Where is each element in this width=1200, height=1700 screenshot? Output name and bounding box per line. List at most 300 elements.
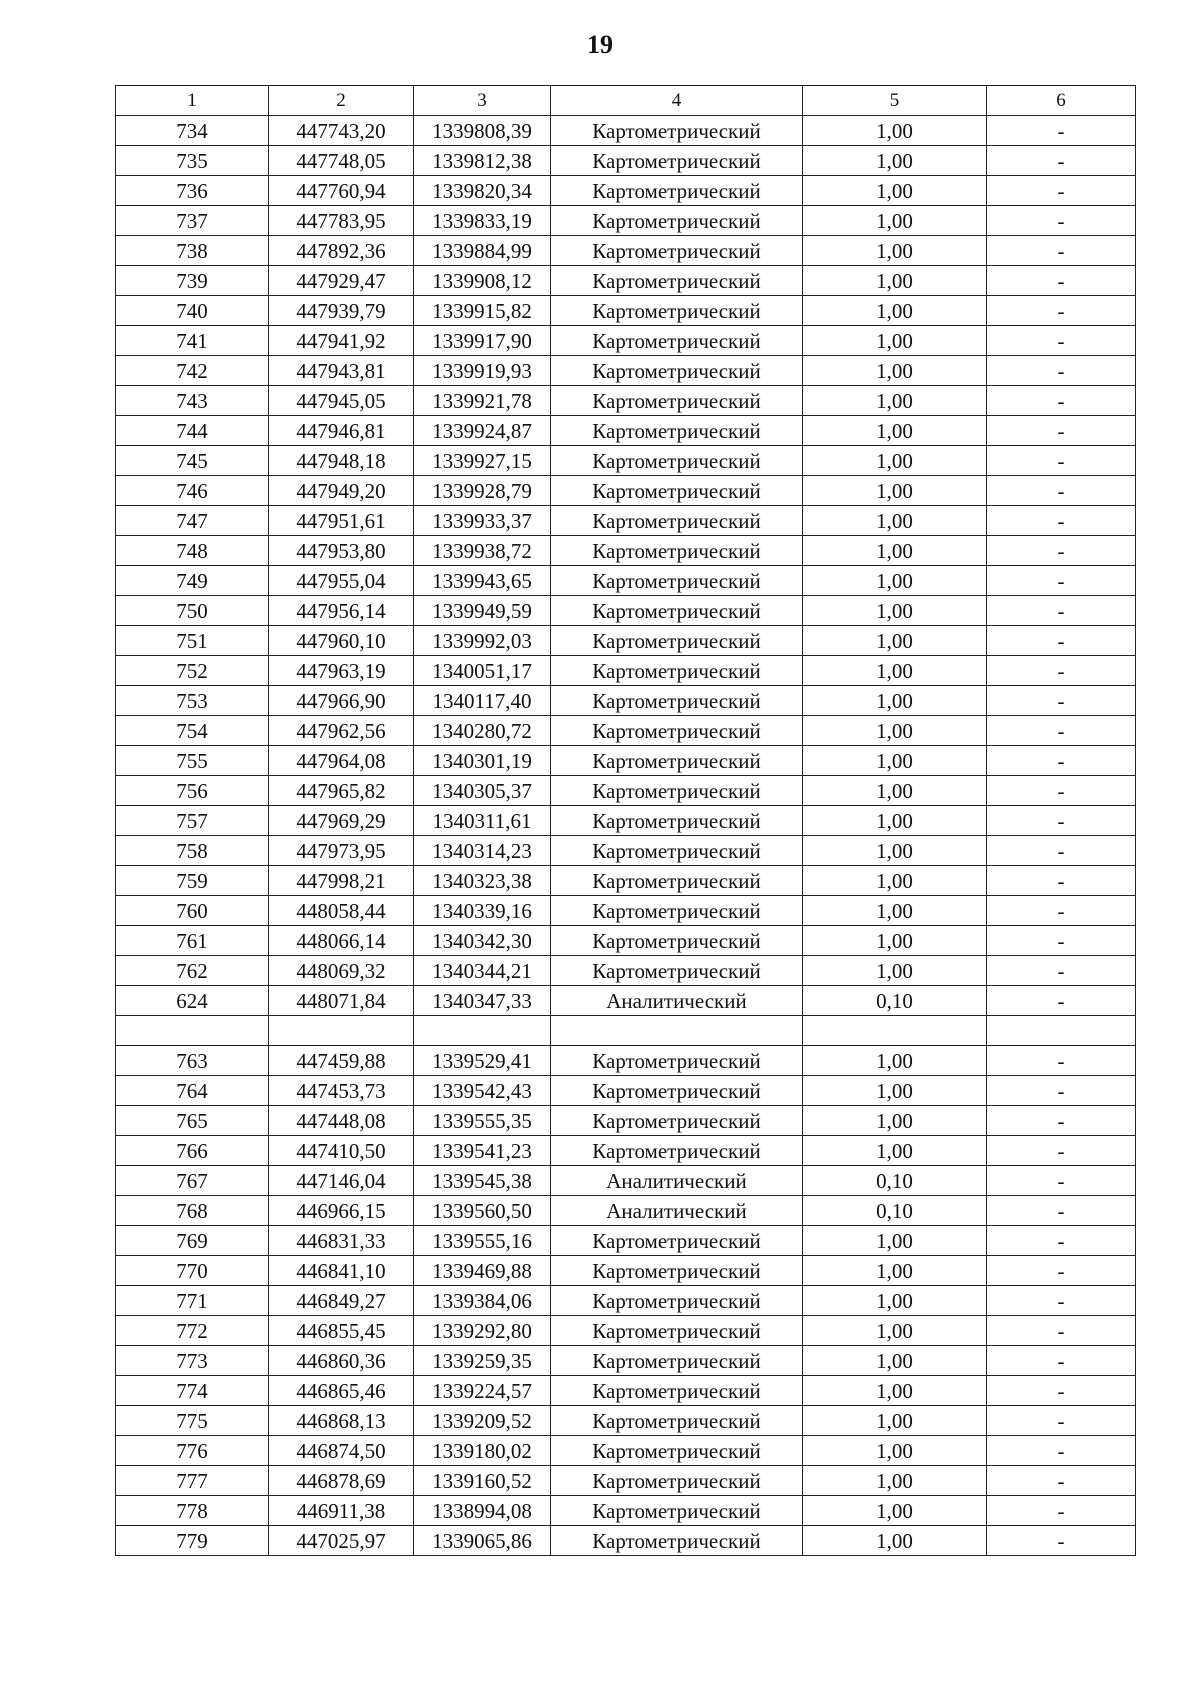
accuracy-cell: 1,00 bbox=[803, 1376, 987, 1406]
note-cell: - bbox=[987, 896, 1136, 926]
note-cell: - bbox=[987, 236, 1136, 266]
table-row bbox=[116, 116, 1136, 146]
y-coordinate-cell: 1340051,17 bbox=[414, 656, 551, 686]
table-row bbox=[116, 506, 1136, 536]
x-coordinate-cell: 448066,14 bbox=[269, 926, 414, 956]
y-coordinate-cell: 1340117,40 bbox=[414, 686, 551, 716]
note-cell: - bbox=[987, 806, 1136, 836]
y-coordinate-cell: 1339545,38 bbox=[414, 1166, 551, 1196]
x-coordinate-cell: 447453,73 bbox=[269, 1076, 414, 1106]
table-row bbox=[116, 1226, 1136, 1256]
x-coordinate-cell: 448069,32 bbox=[269, 956, 414, 986]
note-cell: - bbox=[987, 626, 1136, 656]
table-row bbox=[116, 1256, 1136, 1286]
table-row bbox=[116, 146, 1136, 176]
x-coordinate-cell: 446860,36 bbox=[269, 1346, 414, 1376]
x-coordinate-cell: 447410,50 bbox=[269, 1136, 414, 1166]
table-row bbox=[116, 1076, 1136, 1106]
note-cell: - bbox=[987, 1166, 1136, 1196]
table-row bbox=[116, 1286, 1136, 1316]
y-coordinate-cell: 1339560,50 bbox=[414, 1196, 551, 1226]
accuracy-cell: 0,10 bbox=[803, 986, 987, 1016]
accuracy-cell: 1,00 bbox=[803, 176, 987, 206]
point-number-cell: 746 bbox=[116, 476, 269, 506]
x-coordinate-cell: 446874,50 bbox=[269, 1436, 414, 1466]
method-cell: Картометрический bbox=[551, 686, 803, 716]
note-cell: - bbox=[987, 386, 1136, 416]
accuracy-cell: 1,00 bbox=[803, 1466, 987, 1496]
accuracy-cell: 1,00 bbox=[803, 956, 987, 986]
note-cell: - bbox=[987, 686, 1136, 716]
note-cell: - bbox=[987, 1406, 1136, 1436]
method-cell: Картометрический bbox=[551, 626, 803, 656]
note-cell: - bbox=[987, 1076, 1136, 1106]
point-number-cell: 778 bbox=[116, 1496, 269, 1526]
note-cell: - bbox=[987, 416, 1136, 446]
point-number-cell: 745 bbox=[116, 446, 269, 476]
x-coordinate-cell: 446831,33 bbox=[269, 1226, 414, 1256]
table-row bbox=[116, 1136, 1136, 1166]
table-row bbox=[116, 896, 1136, 926]
point-number-cell: 771 bbox=[116, 1286, 269, 1316]
method-cell: Картометрический bbox=[551, 866, 803, 896]
point-number-cell: 740 bbox=[116, 296, 269, 326]
y-coordinate-cell: 1339469,88 bbox=[414, 1256, 551, 1286]
point-number-cell: 749 bbox=[116, 566, 269, 596]
accuracy-cell: 1,00 bbox=[803, 236, 987, 266]
x-coordinate-cell: 446849,27 bbox=[269, 1286, 414, 1316]
table-row bbox=[116, 1466, 1136, 1496]
accuracy-cell: 1,00 bbox=[803, 596, 987, 626]
method-cell: Картометрический bbox=[551, 1496, 803, 1526]
x-coordinate-cell: 447146,04 bbox=[269, 1166, 414, 1196]
method-cell: Картометрический bbox=[551, 146, 803, 176]
x-coordinate-cell: 447966,90 bbox=[269, 686, 414, 716]
note-cell: - bbox=[987, 446, 1136, 476]
accuracy-cell: 1,00 bbox=[803, 1046, 987, 1076]
point-number-cell: 736 bbox=[116, 176, 269, 206]
accuracy-cell: 0,10 bbox=[803, 1196, 987, 1226]
y-coordinate-cell: 1339927,15 bbox=[414, 446, 551, 476]
point-number-cell: 735 bbox=[116, 146, 269, 176]
x-coordinate-cell bbox=[269, 1016, 414, 1046]
x-coordinate-cell: 447969,29 bbox=[269, 806, 414, 836]
note-cell: - bbox=[987, 1136, 1136, 1166]
method-cell: Картометрический bbox=[551, 416, 803, 446]
note-cell: - bbox=[987, 1526, 1136, 1556]
note-cell: - bbox=[987, 266, 1136, 296]
y-coordinate-cell: 1340344,21 bbox=[414, 956, 551, 986]
accuracy-cell: 1,00 bbox=[803, 1106, 987, 1136]
accuracy-cell: 1,00 bbox=[803, 356, 987, 386]
method-cell: Картометрический bbox=[551, 236, 803, 266]
x-coordinate-cell: 446911,38 bbox=[269, 1496, 414, 1526]
point-number-cell: 768 bbox=[116, 1196, 269, 1226]
method-cell: Картометрический bbox=[551, 506, 803, 536]
table-row bbox=[116, 476, 1136, 506]
accuracy-cell: 1,00 bbox=[803, 1406, 987, 1436]
y-coordinate-cell: 1339949,59 bbox=[414, 596, 551, 626]
method-cell: Картометрический bbox=[551, 356, 803, 386]
point-number-cell: 748 bbox=[116, 536, 269, 566]
point-number-cell: 747 bbox=[116, 506, 269, 536]
y-coordinate-cell: 1340280,72 bbox=[414, 716, 551, 746]
y-coordinate-cell: 1339209,52 bbox=[414, 1406, 551, 1436]
note-cell: - bbox=[987, 1436, 1136, 1466]
x-coordinate-cell: 447965,82 bbox=[269, 776, 414, 806]
y-coordinate-cell: 1339938,72 bbox=[414, 536, 551, 566]
table-row bbox=[116, 1346, 1136, 1376]
x-coordinate-cell: 446841,10 bbox=[269, 1256, 414, 1286]
table-row bbox=[116, 836, 1136, 866]
header-cell: 5 bbox=[803, 86, 987, 116]
point-number-cell: 759 bbox=[116, 866, 269, 896]
x-coordinate-cell: 447949,20 bbox=[269, 476, 414, 506]
table-row bbox=[116, 1166, 1136, 1196]
y-coordinate-cell: 1338994,08 bbox=[414, 1496, 551, 1526]
y-coordinate-cell: 1339924,87 bbox=[414, 416, 551, 446]
table-row bbox=[116, 1016, 1136, 1046]
note-cell: - bbox=[987, 1496, 1136, 1526]
y-coordinate-cell: 1339921,78 bbox=[414, 386, 551, 416]
y-coordinate-cell: 1340305,37 bbox=[414, 776, 551, 806]
x-coordinate-cell: 446878,69 bbox=[269, 1466, 414, 1496]
accuracy-cell: 1,00 bbox=[803, 296, 987, 326]
table-row bbox=[116, 536, 1136, 566]
point-number-cell: 756 bbox=[116, 776, 269, 806]
note-cell: - bbox=[987, 1256, 1136, 1286]
table-row bbox=[116, 356, 1136, 386]
y-coordinate-cell: 1339943,65 bbox=[414, 566, 551, 596]
method-cell: Картометрический bbox=[551, 1376, 803, 1406]
x-coordinate-cell: 447998,21 bbox=[269, 866, 414, 896]
note-cell: - bbox=[987, 1106, 1136, 1136]
accuracy-cell: 1,00 bbox=[803, 1226, 987, 1256]
point-number-cell: 750 bbox=[116, 596, 269, 626]
method-cell: Аналитический bbox=[551, 986, 803, 1016]
coordinates-table bbox=[115, 85, 1136, 1556]
point-number-cell: 770 bbox=[116, 1256, 269, 1286]
accuracy-cell: 1,00 bbox=[803, 836, 987, 866]
method-cell: Картометрический bbox=[551, 446, 803, 476]
method-cell bbox=[551, 1016, 803, 1046]
y-coordinate-cell: 1339555,35 bbox=[414, 1106, 551, 1136]
point-number-cell: 738 bbox=[116, 236, 269, 266]
method-cell: Картометрический bbox=[551, 836, 803, 866]
x-coordinate-cell: 448058,44 bbox=[269, 896, 414, 926]
accuracy-cell: 1,00 bbox=[803, 656, 987, 686]
accuracy-cell: 1,00 bbox=[803, 476, 987, 506]
point-number-cell: 764 bbox=[116, 1076, 269, 1106]
table-row bbox=[116, 176, 1136, 206]
table-row bbox=[116, 986, 1136, 1016]
y-coordinate-cell: 1339542,43 bbox=[414, 1076, 551, 1106]
y-coordinate-cell: 1339884,99 bbox=[414, 236, 551, 266]
method-cell: Картометрический bbox=[551, 1436, 803, 1466]
y-coordinate-cell: 1340339,16 bbox=[414, 896, 551, 926]
y-coordinate-cell: 1339065,86 bbox=[414, 1526, 551, 1556]
y-coordinate-cell: 1339820,34 bbox=[414, 176, 551, 206]
method-cell: Картометрический bbox=[551, 656, 803, 686]
method-cell: Картометрический bbox=[551, 956, 803, 986]
y-coordinate-cell: 1339160,52 bbox=[414, 1466, 551, 1496]
header-cell: 3 bbox=[414, 86, 551, 116]
table-row bbox=[116, 416, 1136, 446]
note-cell: - bbox=[987, 1316, 1136, 1346]
point-number-cell: 741 bbox=[116, 326, 269, 356]
note-cell: - bbox=[987, 926, 1136, 956]
note-cell: - bbox=[987, 206, 1136, 236]
accuracy-cell bbox=[803, 1016, 987, 1046]
method-cell: Картометрический bbox=[551, 1526, 803, 1556]
method-cell: Картометрический bbox=[551, 1406, 803, 1436]
method-cell: Картометрический bbox=[551, 326, 803, 356]
header-cell: 4 bbox=[551, 86, 803, 116]
accuracy-cell: 1,00 bbox=[803, 326, 987, 356]
note-cell: - bbox=[987, 476, 1136, 506]
x-coordinate-cell: 447941,92 bbox=[269, 326, 414, 356]
accuracy-cell: 1,00 bbox=[803, 566, 987, 596]
point-number-cell: 755 bbox=[116, 746, 269, 776]
table-body bbox=[116, 86, 1136, 1556]
table-row bbox=[116, 656, 1136, 686]
accuracy-cell: 1,00 bbox=[803, 1256, 987, 1286]
method-cell: Картометрический bbox=[551, 536, 803, 566]
y-coordinate-cell: 1339933,37 bbox=[414, 506, 551, 536]
accuracy-cell: 1,00 bbox=[803, 926, 987, 956]
accuracy-cell: 1,00 bbox=[803, 1136, 987, 1166]
point-number-cell: 765 bbox=[116, 1106, 269, 1136]
point-number-cell: 757 bbox=[116, 806, 269, 836]
table-row bbox=[116, 326, 1136, 356]
method-cell: Картометрический bbox=[551, 1226, 803, 1256]
x-coordinate-cell: 447760,94 bbox=[269, 176, 414, 206]
accuracy-cell: 1,00 bbox=[803, 1286, 987, 1316]
point-number-cell: 739 bbox=[116, 266, 269, 296]
point-number-cell: 753 bbox=[116, 686, 269, 716]
x-coordinate-cell: 447448,08 bbox=[269, 1106, 414, 1136]
x-coordinate-cell: 447945,05 bbox=[269, 386, 414, 416]
point-number-cell: 754 bbox=[116, 716, 269, 746]
x-coordinate-cell: 448071,84 bbox=[269, 986, 414, 1016]
note-cell: - bbox=[987, 506, 1136, 536]
x-coordinate-cell: 447946,81 bbox=[269, 416, 414, 446]
accuracy-cell: 1,00 bbox=[803, 1346, 987, 1376]
table-row bbox=[116, 926, 1136, 956]
table-row bbox=[116, 776, 1136, 806]
table-row bbox=[116, 266, 1136, 296]
y-coordinate-cell: 1340347,33 bbox=[414, 986, 551, 1016]
point-number-cell: 744 bbox=[116, 416, 269, 446]
note-cell: - bbox=[987, 296, 1136, 326]
x-coordinate-cell: 447948,18 bbox=[269, 446, 414, 476]
x-coordinate-cell: 447960,10 bbox=[269, 626, 414, 656]
table-row bbox=[116, 716, 1136, 746]
x-coordinate-cell: 447955,04 bbox=[269, 566, 414, 596]
accuracy-cell: 1,00 bbox=[803, 686, 987, 716]
method-cell: Картометрический bbox=[551, 1346, 803, 1376]
y-coordinate-cell: 1339529,41 bbox=[414, 1046, 551, 1076]
table-row bbox=[116, 686, 1136, 716]
note-cell: - bbox=[987, 176, 1136, 206]
x-coordinate-cell: 447743,20 bbox=[269, 116, 414, 146]
method-cell: Картометрический bbox=[551, 776, 803, 806]
note-cell: - bbox=[987, 746, 1136, 776]
method-cell: Картометрический bbox=[551, 1106, 803, 1136]
x-coordinate-cell: 447951,61 bbox=[269, 506, 414, 536]
point-number-cell: 758 bbox=[116, 836, 269, 866]
accuracy-cell: 0,10 bbox=[803, 1166, 987, 1196]
method-cell: Картометрический bbox=[551, 746, 803, 776]
y-coordinate-cell bbox=[414, 1016, 551, 1046]
y-coordinate-cell: 1340311,61 bbox=[414, 806, 551, 836]
accuracy-cell: 1,00 bbox=[803, 1076, 987, 1106]
point-number-cell: 766 bbox=[116, 1136, 269, 1166]
method-cell: Картометрический bbox=[551, 566, 803, 596]
accuracy-cell: 1,00 bbox=[803, 776, 987, 806]
y-coordinate-cell: 1339384,06 bbox=[414, 1286, 551, 1316]
table-row bbox=[116, 1046, 1136, 1076]
accuracy-cell: 1,00 bbox=[803, 806, 987, 836]
y-coordinate-cell: 1339919,93 bbox=[414, 356, 551, 386]
accuracy-cell: 1,00 bbox=[803, 1496, 987, 1526]
y-coordinate-cell: 1339541,23 bbox=[414, 1136, 551, 1166]
x-coordinate-cell: 447962,56 bbox=[269, 716, 414, 746]
x-coordinate-cell: 447783,95 bbox=[269, 206, 414, 236]
y-coordinate-cell: 1339555,16 bbox=[414, 1226, 551, 1256]
y-coordinate-cell: 1339812,38 bbox=[414, 146, 551, 176]
accuracy-cell: 1,00 bbox=[803, 716, 987, 746]
accuracy-cell: 1,00 bbox=[803, 1316, 987, 1346]
table-row bbox=[116, 956, 1136, 986]
note-cell: - bbox=[987, 1346, 1136, 1376]
method-cell: Картометрический bbox=[551, 806, 803, 836]
note-cell: - bbox=[987, 836, 1136, 866]
table-row bbox=[116, 1316, 1136, 1346]
accuracy-cell: 1,00 bbox=[803, 506, 987, 536]
accuracy-cell: 1,00 bbox=[803, 446, 987, 476]
point-number-cell: 774 bbox=[116, 1376, 269, 1406]
accuracy-cell: 1,00 bbox=[803, 536, 987, 566]
point-number-cell: 743 bbox=[116, 386, 269, 416]
y-coordinate-cell: 1339224,57 bbox=[414, 1376, 551, 1406]
page-number: 19 bbox=[587, 30, 613, 59]
x-coordinate-cell: 447748,05 bbox=[269, 146, 414, 176]
method-cell: Картометрический bbox=[551, 176, 803, 206]
table-row bbox=[116, 596, 1136, 626]
point-number-cell: 742 bbox=[116, 356, 269, 386]
method-cell: Картометрический bbox=[551, 1256, 803, 1286]
method-cell: Аналитический bbox=[551, 1166, 803, 1196]
note-cell: - bbox=[987, 1376, 1136, 1406]
y-coordinate-cell: 1339808,39 bbox=[414, 116, 551, 146]
accuracy-cell: 1,00 bbox=[803, 1436, 987, 1466]
point-number-cell: 777 bbox=[116, 1466, 269, 1496]
point-number-cell: 773 bbox=[116, 1346, 269, 1376]
point-number-cell: 762 bbox=[116, 956, 269, 986]
table-row bbox=[116, 1196, 1136, 1226]
point-number-cell bbox=[116, 1016, 269, 1046]
x-coordinate-cell: 447963,19 bbox=[269, 656, 414, 686]
note-cell: - bbox=[987, 776, 1136, 806]
note-cell: - bbox=[987, 1226, 1136, 1256]
table-row bbox=[116, 206, 1136, 236]
x-coordinate-cell: 446868,13 bbox=[269, 1406, 414, 1436]
table-row bbox=[116, 746, 1136, 776]
x-coordinate-cell: 447943,81 bbox=[269, 356, 414, 386]
x-coordinate-cell: 447956,14 bbox=[269, 596, 414, 626]
accuracy-cell: 1,00 bbox=[803, 746, 987, 776]
y-coordinate-cell: 1340342,30 bbox=[414, 926, 551, 956]
y-coordinate-cell: 1339917,90 bbox=[414, 326, 551, 356]
table-row bbox=[116, 1496, 1136, 1526]
method-cell: Картометрический bbox=[551, 1316, 803, 1346]
accuracy-cell: 1,00 bbox=[803, 416, 987, 446]
x-coordinate-cell: 447025,97 bbox=[269, 1526, 414, 1556]
note-cell: - bbox=[987, 986, 1136, 1016]
header-cell: 1 bbox=[116, 86, 269, 116]
point-number-cell: 752 bbox=[116, 656, 269, 686]
method-cell: Картометрический bbox=[551, 296, 803, 326]
x-coordinate-cell: 447973,95 bbox=[269, 836, 414, 866]
table-row bbox=[116, 1406, 1136, 1436]
note-cell: - bbox=[987, 866, 1136, 896]
y-coordinate-cell: 1339292,80 bbox=[414, 1316, 551, 1346]
y-coordinate-cell: 1339992,03 bbox=[414, 626, 551, 656]
accuracy-cell: 1,00 bbox=[803, 1526, 987, 1556]
x-coordinate-cell: 447939,79 bbox=[269, 296, 414, 326]
y-coordinate-cell: 1339180,02 bbox=[414, 1436, 551, 1466]
method-cell: Картометрический bbox=[551, 896, 803, 926]
table-row bbox=[116, 446, 1136, 476]
accuracy-cell: 1,00 bbox=[803, 146, 987, 176]
header-cell: 6 bbox=[987, 86, 1136, 116]
table-row bbox=[116, 386, 1136, 416]
y-coordinate-cell: 1340314,23 bbox=[414, 836, 551, 866]
note-cell: - bbox=[987, 656, 1136, 686]
y-coordinate-cell: 1340323,38 bbox=[414, 866, 551, 896]
y-coordinate-cell: 1339833,19 bbox=[414, 206, 551, 236]
point-number-cell: 775 bbox=[116, 1406, 269, 1436]
note-cell: - bbox=[987, 1046, 1136, 1076]
method-cell: Картометрический bbox=[551, 1076, 803, 1106]
method-cell: Картометрический bbox=[551, 716, 803, 746]
x-coordinate-cell: 447953,80 bbox=[269, 536, 414, 566]
note-cell: - bbox=[987, 596, 1136, 626]
accuracy-cell: 1,00 bbox=[803, 386, 987, 416]
point-number-cell: 760 bbox=[116, 896, 269, 926]
method-cell: Картометрический bbox=[551, 476, 803, 506]
note-cell: - bbox=[987, 1286, 1136, 1316]
x-coordinate-cell: 447892,36 bbox=[269, 236, 414, 266]
note-cell: - bbox=[987, 956, 1136, 986]
method-cell: Картометрический bbox=[551, 1466, 803, 1496]
accuracy-cell: 1,00 bbox=[803, 896, 987, 926]
point-number-cell: 779 bbox=[116, 1526, 269, 1556]
accuracy-cell: 1,00 bbox=[803, 626, 987, 656]
method-cell: Картометрический bbox=[551, 1046, 803, 1076]
table-header-row bbox=[116, 86, 1136, 116]
note-cell: - bbox=[987, 536, 1136, 566]
method-cell: Картометрический bbox=[551, 596, 803, 626]
point-number-cell: 751 bbox=[116, 626, 269, 656]
method-cell: Картометрический bbox=[551, 206, 803, 236]
table-row bbox=[116, 806, 1136, 836]
note-cell: - bbox=[987, 356, 1136, 386]
x-coordinate-cell: 447964,08 bbox=[269, 746, 414, 776]
method-cell: Картометрический bbox=[551, 926, 803, 956]
y-coordinate-cell: 1340301,19 bbox=[414, 746, 551, 776]
